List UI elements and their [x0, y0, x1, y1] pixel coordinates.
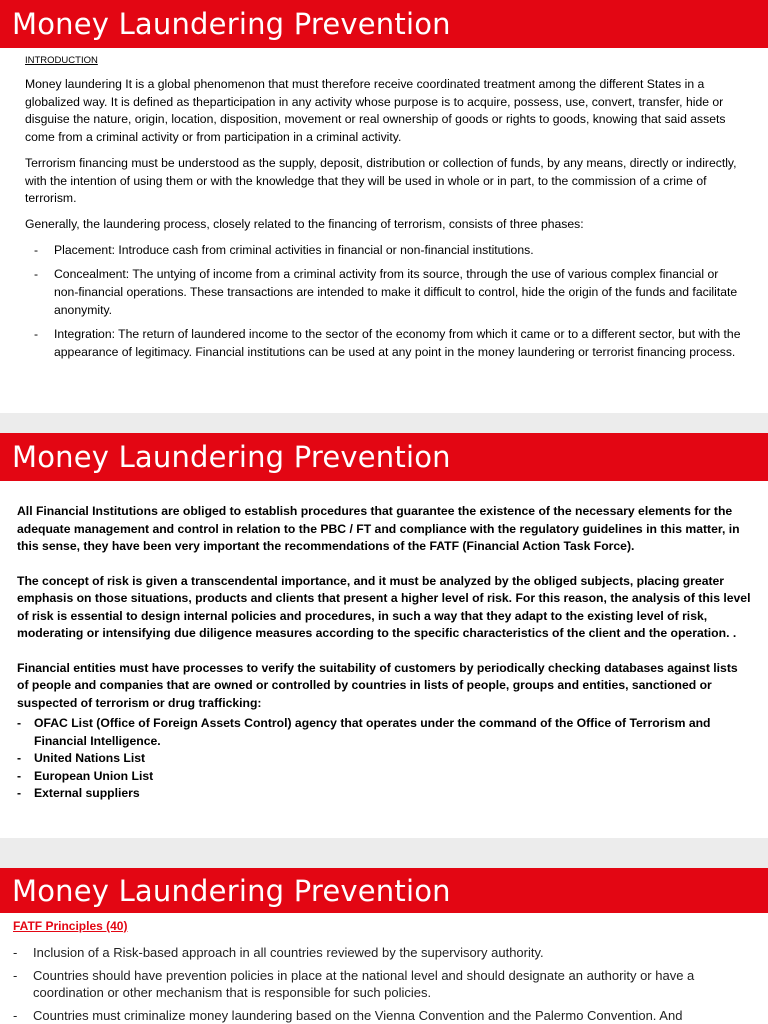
slide-1-title: Money Laundering Prevention [0, 0, 768, 48]
sanctions-list [17, 715, 752, 803]
paragraph: The concept of risk is given a transcendental importance, and it must be analyzed by the obliged subjects, placing greater emphasis on those situations, products and clients that present a higher level of risk. For this reason, the analysis of this level of risk is essential to design internal policies and procedures, in such a way that they adapt to the existing level of risk, moderating or intensifying due diligence measures according to the specific characteristics of the client and the operation. . [17, 573, 751, 640]
list-item [17, 750, 752, 768]
slide-3-body [13, 944, 758, 1024]
paragraph: Generally, the laundering process, closely related to the financing of terrorism, consists of three phases: [25, 216, 584, 231]
list-item [17, 768, 752, 786]
list-item [17, 715, 752, 750]
slide-separator [0, 413, 768, 433]
phases-list [25, 242, 745, 362]
list-item: - Inclusion of a Risk-based approach in all countries reviewed by the supervisory authority. [13, 944, 758, 961]
list-item-text: OFAC List ( [34, 716, 101, 730]
slide-separator [0, 838, 768, 868]
list-item-emphasis: Office of Foreign Assets Control [100, 716, 288, 730]
paragraph: Financial entities must have processes to verify the suitability of customers by periodically checking databases against lists of people and companies that are owned or controlled by countries in lists of people, groups and entities, sanctioned or suspected of terrorism or drug trafficking: [17, 660, 738, 710]
list-item: - Integration: The return of laundered income to the sector of the economy from which it came or to a different sector, but with the appearance of legitimacy. Financial institutions can be used at any point in the money laundering or terrorist financing process. [25, 326, 745, 361]
list-item-text: United Nations List [34, 751, 146, 765]
slide-2-body [17, 503, 752, 803]
list-item: - Countries must criminalize money laundering based on the Vienna Convention and the Palermo Convention. And [13, 1007, 758, 1024]
paragraph: Terrorism financing must be understood as the supply, deposit, distribution or collection of funds, by any means, directly or indirectly, with the intention of using them or with the knowledge that they will be used in whole or in part, to the commission of a crime of terrorism. [25, 155, 737, 206]
list-item: - Countries should have prevention policies in place at the national level and should designate an authority or have a coordination or other mechanism that is responsible for such policies. [13, 967, 758, 1001]
fatf-principles-heading: FATF Principles (40) [13, 919, 128, 933]
list-item-text: External suppliers [34, 786, 140, 800]
paragraph: All Financial Institutions are obliged to establish procedures that guarantee the existence of the necessary elements for the adequate management and control in relation to the PBC / FT and compliance with the regulatory guidelines in this matter, in this sense, they have been very important the recommendations of the FATF (Financial Action Task Force). [17, 504, 740, 553]
list-item [17, 785, 752, 803]
paragraph: Money laundering It is a global phenomenon that must therefore receive coordinated treatment among the different States in a globalized way. It is defined as theparticipation in any activity whose purpose is to acquire, possess, use, convert, transfer, hide or disguise the nature, origin, location, disposition, movement or real ownership of goods or rights to goods, knowing that said assets come from a criminal activity or from participation in a criminal activity. [25, 77, 726, 145]
introduction-label: INTRODUCTION [25, 55, 98, 66]
list-item: - Placement: Introduce cash from criminal activities in financial or non-financial institutions. [25, 242, 745, 260]
principles-list [13, 944, 758, 1024]
list-item-text: ) agency that operates under the command of the Office of Terrorism and Financial Intelligence. [34, 716, 711, 748]
slide-3-title: Money Laundering Prevention [0, 868, 768, 913]
list-item: - Concealment: The untying of income from a criminal activity from its source, through the use of various complex financial or non-financial operations. These transactions are intended to make it difficult to control, hide the origin of the funds and facilitate anonymity. [25, 266, 745, 319]
list-item-text: European Union List [34, 768, 154, 783]
slide-1-body [25, 76, 745, 369]
slide-2-title: Money Laundering Prevention [0, 433, 768, 481]
